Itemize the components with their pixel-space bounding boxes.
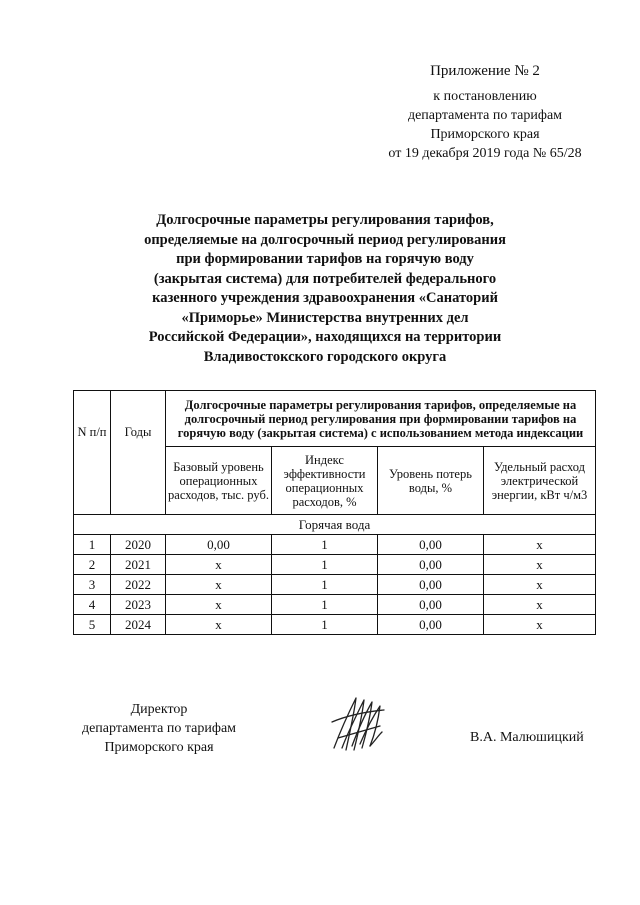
title-line: «Приморье» Министерства внутренних дел	[181, 309, 469, 326]
appendix-line: к постановлению	[433, 89, 537, 104]
parameters-table	[73, 390, 596, 635]
cell-water-loss: 0,00	[378, 595, 484, 615]
cell-year: 2021	[111, 555, 166, 575]
header-efficiency-index: Индекс эффективности операционных расходов, %	[272, 447, 378, 515]
header-base-level: Базовый уровень операционных расходов, тыс. руб.	[166, 447, 272, 515]
cell-energy: х	[484, 575, 596, 595]
appendix-heading: Приложение № 2	[430, 63, 540, 79]
cell-water-loss: 0,00	[378, 575, 484, 595]
title-line: (закрытая система) для потребителей федерального	[153, 270, 497, 287]
cell-energy: х	[484, 615, 596, 635]
cell-number: 4	[74, 595, 111, 615]
cell-base-level: х	[166, 615, 272, 635]
cell-base-level: х	[166, 575, 272, 595]
cell-water-loss: 0,00	[378, 555, 484, 575]
signatory-position	[64, 700, 254, 757]
appendix-line: департамента по тарифам	[407, 108, 563, 123]
document-title	[118, 211, 532, 367]
cell-energy: х	[484, 595, 596, 615]
cell-number: 2	[74, 555, 111, 575]
cell-number: 5	[74, 615, 111, 635]
header-number: N п/п	[74, 391, 111, 515]
appendix-line: от 19 декабря 2019 года № 65/28	[388, 146, 582, 161]
table-row	[74, 615, 596, 635]
handwritten-signature	[330, 692, 386, 754]
position-line: департамента по тарифам	[81, 721, 237, 736]
cell-year: 2022	[111, 575, 166, 595]
cell-number: 1	[74, 535, 111, 555]
header-years: Годы	[111, 391, 166, 515]
signatory-name: В.А. Малюшицкий	[470, 730, 584, 745]
title-line: Долгосрочные параметры регулирования тарифов,	[156, 212, 494, 228]
title-line: определяемые на долгосрочный период регулирования	[144, 231, 506, 248]
cell-base-level: х	[166, 595, 272, 615]
cell-efficiency-index: 1	[272, 555, 378, 575]
cell-base-level: 0,00	[166, 535, 272, 555]
section-hot-water: Горячая вода	[74, 515, 596, 535]
table-row	[74, 535, 596, 555]
position-line: Приморского края	[104, 740, 214, 755]
cell-base-level: х	[166, 555, 272, 575]
table-row	[74, 595, 596, 615]
appendix-line: Приморского края	[430, 127, 540, 142]
header-water-loss: Уровень потерь воды, %	[378, 447, 484, 515]
title-line: Российской Федерации», находящихся на территории	[148, 329, 502, 345]
cell-water-loss: 0,00	[378, 615, 484, 635]
title-line: Владивостокского городского округа	[203, 348, 447, 365]
header-energy-consumption: Удельный расход электрической энергии, кВт ч/м3	[484, 447, 596, 515]
cell-efficiency-index: 1	[272, 575, 378, 595]
table-row	[74, 555, 596, 575]
title-line: при формировании тарифов на горячую воду	[176, 251, 474, 267]
cell-number: 3	[74, 575, 111, 595]
cell-energy: х	[484, 535, 596, 555]
cell-water-loss: 0,00	[378, 535, 484, 555]
appendix-block	[360, 62, 610, 163]
cell-year: 2020	[111, 535, 166, 555]
cell-efficiency-index: 1	[272, 615, 378, 635]
cell-efficiency-index: 1	[272, 535, 378, 555]
header-group: Долгосрочные параметры регулирования тарифов, определяемые на долгосрочный период регулирования при формировании тарифов на горячую воду (закрытая система) с использованием метода индексации	[166, 391, 596, 447]
cell-year: 2023	[111, 595, 166, 615]
table-row	[74, 575, 596, 595]
title-line: казенного учреждения здравоохранения «Санаторий	[152, 290, 498, 306]
position-line: Директор	[130, 702, 188, 717]
cell-efficiency-index: 1	[272, 595, 378, 615]
cell-energy: х	[484, 555, 596, 575]
cell-year: 2024	[111, 615, 166, 635]
